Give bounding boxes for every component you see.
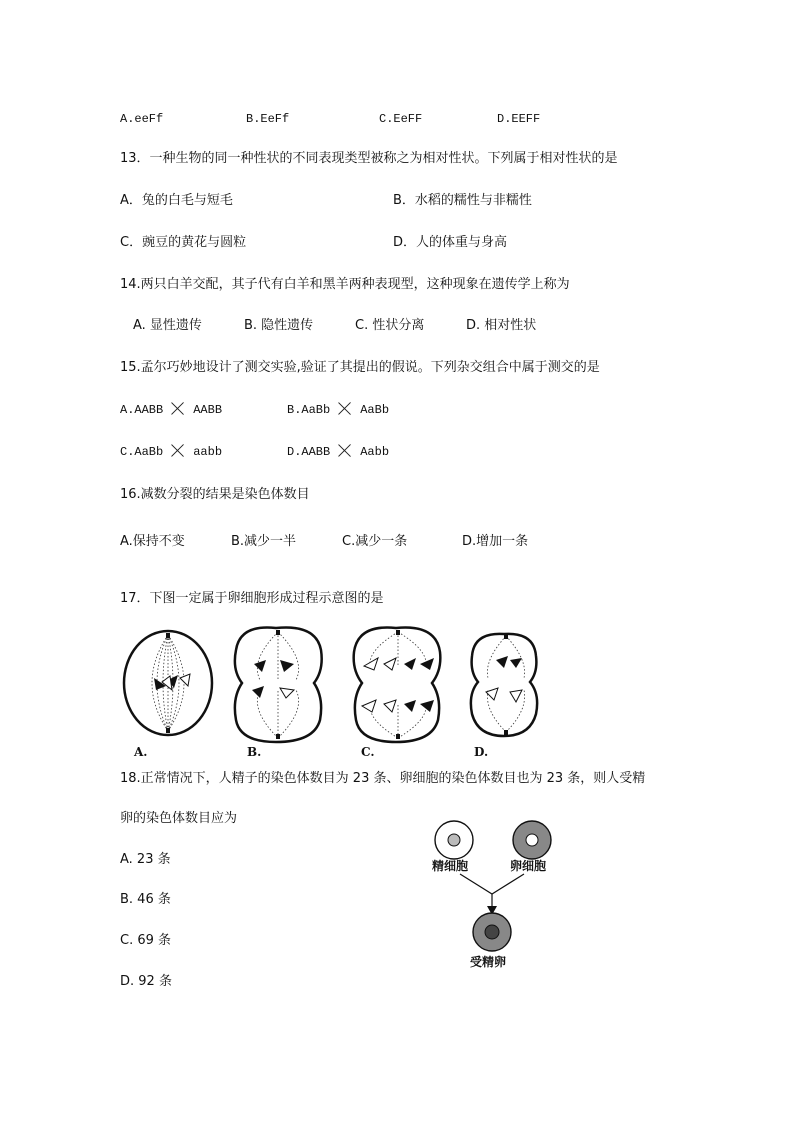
cell-division-figure xyxy=(118,620,558,750)
zygote-diagram xyxy=(473,913,511,951)
q18-option-d: D. 92 条 xyxy=(120,974,172,989)
q15-d-parent2: Aabb xyxy=(360,445,390,459)
q13-option-a: A．兔的白毛与短毛 xyxy=(120,193,233,208)
zygote-label: 受精卵 xyxy=(470,955,507,969)
merge-lines xyxy=(460,874,524,894)
q14-stem: 14.两只白羊交配，其子代有白羊和黑羊两种表现型，这种现象在遗传学上称为 xyxy=(120,277,570,292)
q17-label-c: C. xyxy=(361,745,375,759)
sperm-label: 精细胞 xyxy=(432,859,469,873)
cell-b-diagram xyxy=(235,627,322,742)
q16-option-c: C.减少一条 xyxy=(342,534,408,549)
q16-option-b: B.减少一半 xyxy=(231,534,297,549)
q17-label-a: A. xyxy=(134,745,148,759)
q16-option-d: D.增加一条 xyxy=(462,534,529,549)
q12-option-d: D.EEFF xyxy=(497,112,541,126)
fertilization-diagram xyxy=(420,818,570,973)
q15-a-parent2: AABB xyxy=(193,403,223,417)
q15-option-a xyxy=(120,401,222,419)
q15-option-c xyxy=(120,443,222,461)
cross-icon xyxy=(338,401,352,415)
cross-icon xyxy=(171,443,185,457)
q16-stem: 16.减数分裂的结果是染色体数目 xyxy=(120,487,310,502)
q12-option-c: C.EeFF xyxy=(379,112,423,126)
q13-option-d: D．人的体重与身高 xyxy=(393,235,508,250)
q13-option-b: B．水稻的糯性与非糯性 xyxy=(393,193,532,208)
q14-option-a: A. 显性遗传 xyxy=(133,318,202,333)
q12-option-b: B.EeFf xyxy=(246,112,290,126)
q17-label-b: B. xyxy=(247,745,262,759)
q15-option-b xyxy=(287,401,389,419)
q15-b-parent2: AaBb xyxy=(360,403,390,417)
q15-c-parent2: aabb xyxy=(193,445,223,459)
q15-a-parent1: A.AABB xyxy=(120,403,164,417)
q18-option-c: C. 69 条 xyxy=(120,933,172,948)
q14-option-d: D. 相对性状 xyxy=(466,318,537,333)
q15-c-parent1: C.AaBb xyxy=(120,445,164,459)
q13-option-c: C．豌豆的黄花与圆粒 xyxy=(120,235,247,250)
q18-option-b: B. 46 条 xyxy=(120,892,171,907)
sperm-cell-diagram xyxy=(435,821,473,859)
q13-stem: 13．一种生物的同一种性状的不同表现类型被称之为相对性状。下列属于相对性状的是 xyxy=(120,151,618,166)
q16-option-a: A.保持不变 xyxy=(120,534,185,549)
cross-icon xyxy=(338,443,352,457)
q14-option-c: C. 性状分离 xyxy=(355,318,425,333)
egg-cell-diagram xyxy=(513,821,551,859)
q12-option-a: A.eeFf xyxy=(120,112,164,126)
cell-d-diagram xyxy=(471,634,537,736)
cross-icon xyxy=(171,401,185,415)
q18-option-a: A. 23 条 xyxy=(120,852,171,867)
q15-stem: 15.孟尔巧妙地设计了测交实验,验证了其提出的假说。下列杂交组合中属于测交的是 xyxy=(120,360,600,375)
cell-a-diagram xyxy=(124,631,212,735)
q18-stem-line1: 18.正常情况下，人精子的染色体数目为 23 条、卵细胞的染色体数目也为 23 条，则人受精 xyxy=(120,771,646,786)
q17-stem: 17．下图一定属于卵细胞形成过程示意图的是 xyxy=(120,591,384,606)
q15-d-parent1: D.AABB xyxy=(287,445,331,459)
q17-label-d: D. xyxy=(474,745,489,759)
q15-b-parent1: B.AaBb xyxy=(287,403,331,417)
q14-option-b: B. 隐性遗传 xyxy=(244,318,314,333)
cell-c-diagram xyxy=(354,628,441,743)
egg-label: 卵细胞 xyxy=(510,859,547,873)
q15-option-d xyxy=(287,443,389,461)
q18-stem-line2: 卵的染色体数目应为 xyxy=(120,811,238,826)
